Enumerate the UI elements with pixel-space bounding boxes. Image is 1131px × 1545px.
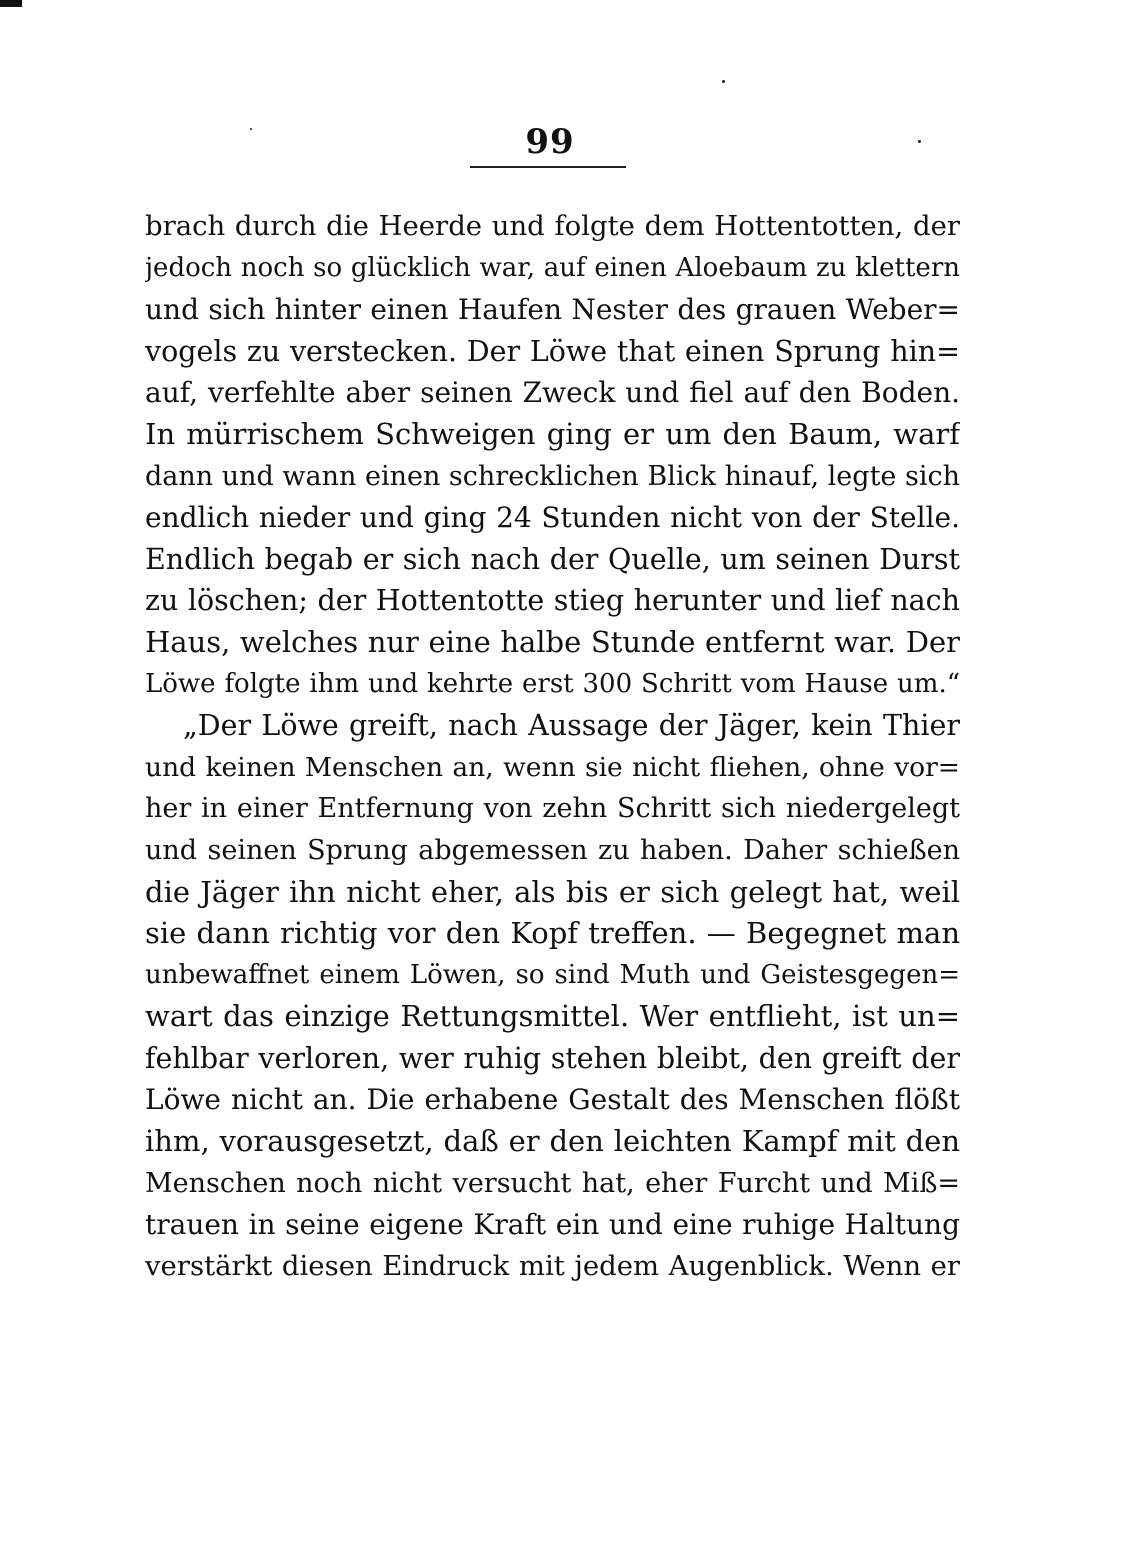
header-rule bbox=[470, 166, 626, 168]
text-line: auf, verfehlte aber seinen Zweck und fiel auf den Boden. bbox=[145, 376, 960, 410]
text-line: vogels zu verstecken. Der Löwe that einen Sprung hin= bbox=[145, 334, 960, 368]
text-line: „Der Löwe greift, nach Aussage der Jäger, kein Thier bbox=[183, 709, 960, 743]
text-line: unbewaffnet einem Löwen, so sind Muth und Geistesgegen= bbox=[145, 959, 960, 990]
text-line: Löwe nicht an. Die erhabene Gestalt des Menschen flößt bbox=[145, 1083, 960, 1117]
text-line: Endlich begab er sich nach der Quelle, um seinen Durst bbox=[145, 542, 960, 576]
text-line: jedoch noch so glücklich war, auf einen Aloebaum zu klettern bbox=[145, 252, 960, 283]
text-line: ihm, vorausgesetzt, daß er den leichten Kampf mit den bbox=[145, 1124, 960, 1159]
text-line: die Jäger ihn nicht eher, als bis er sich gelegt hat, weil bbox=[145, 874, 960, 909]
text-line: wart das einzige Rettungsmittel. Wer entflieht, ist un= bbox=[145, 999, 960, 1034]
text-line: Menschen noch nicht versucht hat, eher Furcht und Miß= bbox=[145, 1167, 960, 1199]
text-line: endlich nieder und ging 24 Stunden nicht von der Stelle. bbox=[145, 501, 960, 535]
text-line: Löwe folgte ihm und kehrte erst 300 Schritt vom Hause um.“ bbox=[145, 668, 960, 699]
text-line: her in einer Entfernung von zehn Schritt sich niedergelegt bbox=[145, 793, 960, 825]
text-line: und seinen Sprung abgemessen zu haben. Daher schießen bbox=[145, 834, 960, 866]
text-line: brach durch die Heerde und folgte dem Hottentotten, der bbox=[145, 210, 960, 242]
page-number: 99 bbox=[525, 122, 575, 162]
scan-speck bbox=[722, 80, 725, 83]
text-line: und keinen Menschen an, wenn sie nicht fliehen, ohne vor= bbox=[145, 751, 960, 783]
text-line: fehlbar verloren, wer ruhig stehen bleibt, den greift der bbox=[145, 1041, 960, 1075]
text-line: sie dann richtig vor den Kopf treffen. — Begegnet man bbox=[145, 916, 960, 951]
scan-corner-mark bbox=[0, 0, 22, 7]
text-line: dann und wann einen schrecklichen Blick hinauf, legte sich bbox=[145, 460, 960, 492]
text-line: Haus, welches nur eine halbe Stunde entfernt war. Der bbox=[145, 624, 960, 659]
text-line: trauen in seine eigene Kraft ein und eine ruhige Haltung bbox=[145, 1208, 960, 1242]
text-line: zu löschen; der Hottentotte stieg herunter und lief nach bbox=[145, 584, 960, 618]
text-line: verstärkt diesen Eindruck mit jedem Augenblick. Wenn er bbox=[145, 1249, 960, 1282]
body-text bbox=[145, 206, 960, 1287]
text-line: In mürrischem Schweigen ging er um den Baum, warf bbox=[145, 416, 960, 451]
text-line: und sich hinter einen Haufen Nester des grauen Weber= bbox=[145, 293, 960, 327]
